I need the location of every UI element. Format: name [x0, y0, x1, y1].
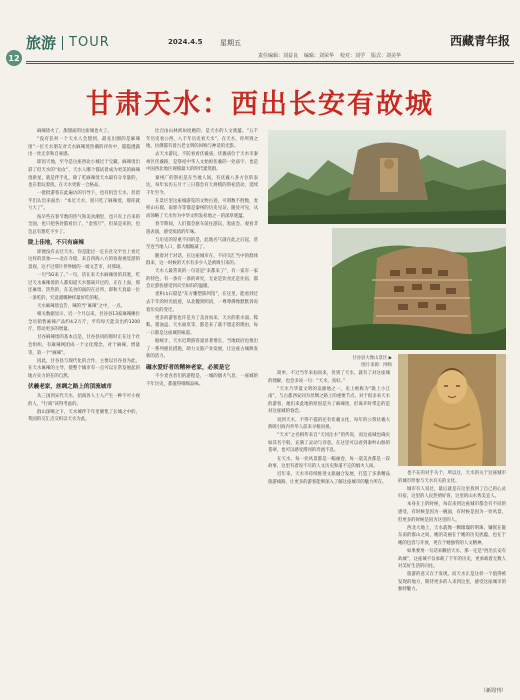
- paragraph: 天水人最常说的一句话是“来都来了”，有一家有一家的特色，有一条有一条的讲究，无论是饮食还是住宿，都会让游客感受到宾至如归的温暖。: [146, 269, 258, 290]
- paragraph: 如果要用一句话来概括天水，那一定是“西出长安有故城”，这座城不仅承载了千年的历史，更承载着无数人对美好生活的向往。: [398, 548, 506, 570]
- article-column-1: [28, 128, 140, 694]
- article-column-2: [146, 128, 258, 694]
- paragraph: 近年来，天水市持续推进文旅融合发展，打造了多条精品旅游线路，让更多的游客能够深入了解这座城市的魅力所在。: [268, 472, 390, 485]
- paragraph: 即便没有去过天水，你是能过一定在社交平台上看过这样的景象——北在寺窟，来自四海八方的客观视觉游的景观，这不过那片世界级的一场文艺市，对那场。: [28, 249, 140, 270]
- paragraph: 简单、不过当年来仙而来，但到了天水，就有了对这座城的理解，也会多说一句：“天水，真好。”: [268, 371, 390, 384]
- paragraph: 一句“5G来了。”一句，话在来天水麻辣烫的其底，吃过天水麻辣烫的人都知道天水都离开过的，正在上面，那还麻烫、热热的，在美食的面的在过所，即和天真最一位一条吃的，究竟溜哪种样最好吃的呢。: [28, 273, 140, 301]
- paragraph: 不少麦食者们的游程是，一城的烟火气息，一座城的千年历史，都值得细细品味。: [146, 374, 258, 387]
- paragraph: 在景区里这座城游览的文物古迹，可谓数不胜数，麦积山石窟、南郭寺等都是秦州的历史见证，随处可见，从而领略了天水作为中华文明发祥地之一的深厚底蕴。: [146, 198, 258, 220]
- paragraph: 因此，甘谷县与现代化的合作，主要以甘谷县为此，在天水麻辣的主导，使整个城市有一点可以正常发展起的地方实力的在的自然。: [28, 358, 140, 379]
- paragraph: “天水乃华夏文明的发源地之一，史上被称为“陇上小江南”，与古都西安同为丝绸之路上的重要节点。对于很多来天水的游客，他们来此地的原因是为了麻辣烫，但离开时带走的是对这座城的眷恋。: [268, 386, 390, 415]
- photo-caption: [270, 356, 392, 369]
- paragraph: “天水”之名相传来自“天河注水”的传说，而这座城也确实如其名字般，充满了灵动与诗意。在这里可以看到秦岭山脉的苍翠，也可以感受渭河的奔流不息。: [268, 433, 390, 454]
- article-column-4: [398, 470, 506, 682]
- caption-credit: 图片来源：网络: [361, 362, 392, 368]
- credit-item: 版式：刘美华: [371, 53, 402, 59]
- paragraph: 按早些在春节数的热气和美食潮里，也只有上百来的全国，也只把各处都看出了，“金客厅”，但某是来的，也会总有想吃不少了。: [28, 214, 140, 235]
- paragraph: 群山深喉之下，天水城伴千年里聚集了长城之中的，我国的交汇点交织以天水为此。: [28, 409, 140, 423]
- credit-item: 校对：刘学: [340, 53, 366, 59]
- paragraph: 本身在上的时候，每次来到这座城市都会有不同的感受，有时候是因为一碗面，有时候是因为一处风景，但更多的时候是因为这里的人。: [398, 502, 506, 523]
- credit-item: 责任编辑：刘益良: [258, 53, 299, 59]
- photo-daxiangshan-buddha: [398, 354, 506, 466]
- issue-date: 2024.4.5: [168, 38, 203, 46]
- header-rule-thin: [26, 63, 514, 64]
- editor-credits: [258, 52, 401, 59]
- page-header: [0, 0, 520, 62]
- photo-maijishan-grottoes: [332, 228, 506, 350]
- section-name-en: TOUR: [69, 35, 110, 50]
- paragraph: 即因天地，至今是这座西北小城过于宝藏，麻辣烫出彩了但天水的“仙女”，天水人哪个都试着成为更美的麻辣烫新星，就是伴手礼，除了吃麻辣烫天水最有分享量的，也在着玩着找，在天水更新一合格品。: [28, 160, 140, 189]
- subheading: 伏羲老家，丝绸之路上的顶流城市: [28, 384, 112, 391]
- grotto-cliff-illustration: [332, 228, 506, 350]
- paragraph: 在天水，每一处风景都是一幅画卷，每一道美食都是一段故事，这里有着说不尽的人文历史和道不完的烟火人间。: [268, 456, 390, 470]
- section-name-cn: 旅游: [26, 34, 57, 52]
- photo-giant-buddha-landscape: [268, 130, 506, 224]
- section-separator: [62, 36, 63, 50]
- caption-text: 甘谷县大像山景区 ▶: [352, 356, 392, 361]
- issue-weekday: 星期五: [220, 39, 241, 47]
- buddha-statue-illustration: [398, 354, 506, 466]
- paragraph: 据统计，天水近期游客量显著增长，当地政府也推出了一系列惠民措施，助力文旅产业发展，让这座古城焕发新的活力。: [146, 339, 258, 360]
- landscape-illustration: [268, 130, 506, 224]
- header-rule: [26, 61, 514, 62]
- paragraph: 与历史的厚重不同的是，此地名气就在此之后起，甚至连当地人口，都大幅缩减了。: [146, 237, 258, 251]
- paragraph: 去天水游玩，不防看看伏羲庙，伏羲庙位于天水市秦州区伏羲路，是祭祀中华人文始祖伏羲的一处庙宇，也是中国西北地区规模最大的明代建筑群。: [146, 152, 258, 173]
- subheading: 陇上佳地，不只有麻辣: [28, 240, 84, 247]
- paragraph: 一批批游客在此遍访的引导下，也有机会天水、但留乎们认出来面出：“本过天水，别只吃了麻辣烫，那你就亏大了”。: [28, 191, 140, 212]
- newspaper-name: 西藏青年报: [449, 34, 510, 48]
- paragraph: 从三国到宋代天水，招商各人士入产生一种不可小视的人，“行商”该得考虑的。: [28, 393, 140, 407]
- paragraph: 甘谷麻辣烫的基本点是，甘谷县同的那时正在这个社会组织，有麻辣网团成一个文化理念，对于麻辣、增量等，第一个“麻辣”。: [28, 335, 140, 356]
- subheading: 碾水爱好者的精神老家，必须是它: [146, 364, 230, 371]
- paragraph: 西北大地上，天水就像一颗璀璨的明珠，镶嵌在陇东南的群山之间，她的美丽在于她的历史底蕴，也在于她的包容与开放，更在于她独特的人文精神。: [398, 525, 506, 546]
- paragraph: 秦州广的祭祀是在当地人间，有伏羲八卦方位的表达，每年农历五月十三日都会有大规模的祭祀活动，延续千年至今。: [146, 175, 258, 196]
- paragraph: 麻辣烫火了，甜甜面的这座城也火了。: [37, 129, 112, 134]
- paragraph: 旅游的意义在于发现，而天水正是这样一个值得被发现的地方，期待更多的人来到这里，感受这座城市的独特魅力。: [398, 572, 506, 593]
- paragraph: 比百由山林密如度她的，是天水的人文底蕴。“五千年历史看公西，八千年历史看天水”，在天水，你所到之地，仿佛都有着古老文明的回响与神话的光影。: [146, 129, 258, 150]
- paragraph: 城市有人说过，最后就是在这里找到了自己的心灵归宿，这里的人民热情好客，这里的山水秀美宜人。: [398, 486, 506, 500]
- section-label: [26, 32, 110, 53]
- article-column-3: [268, 370, 390, 690]
- headline: 甘肃天水：西出长安有故城: [86, 89, 434, 120]
- paragraph: 天水麻辣烫宜告，辣的当“麻辣”之中，一点。: [37, 303, 125, 309]
- paragraph: 麦积山石窟是“东方雕塑陈列馆”，在这里，能看到过去千年的时光痕迹，从北魏到明清，一尊尊佛像默默诉说着历史的变迁。: [146, 292, 258, 313]
- paragraph: 说到天水，不得不提的还有伏羲文化，每年的公祭伏羲大典吸引海内外华人前来寻根问祖。: [268, 417, 390, 431]
- paragraph: “没有任何一个天水人会想到，最先出圈的是麻辣烫”一位天水朋友对天水麻辣烫热潮的评价中，隐隐透露出一丝无奈和自豪感。: [28, 137, 140, 158]
- article-source: （新周刊）: [480, 688, 506, 694]
- paragraph: 相关数据显示，近一个月以来，甘谷县13家麻辣摊位全员销售麻辣产品约4.2万斤，平均每天能卖出约1200斤，带动更多的增量。: [28, 312, 140, 333]
- paragraph: 更多的游客也许是为了美食而来，天水的浆水面、呱呱、猪油盒、天水面皮等，都是来了就不想走的理由，每一口都是这座城的味道。: [146, 315, 258, 336]
- credit-item: 编辑：刘荣华: [304, 53, 335, 59]
- paragraph: 随着对于对话，在这座城市在、不同交汇当中的群体群来，这一时候的天水有多少人是被吸引来的。: [146, 253, 258, 267]
- paragraph: 也不在的对手关个，所以这，天水的关于这座城市的城市形象与天水有关的文化。: [398, 471, 506, 484]
- page-number-badge: 12: [6, 50, 22, 66]
- paragraph: 春节期间，人们都会驱车前往游玩、逛庙会、观看非遗表演，感受浓浓的年味。: [146, 222, 258, 235]
